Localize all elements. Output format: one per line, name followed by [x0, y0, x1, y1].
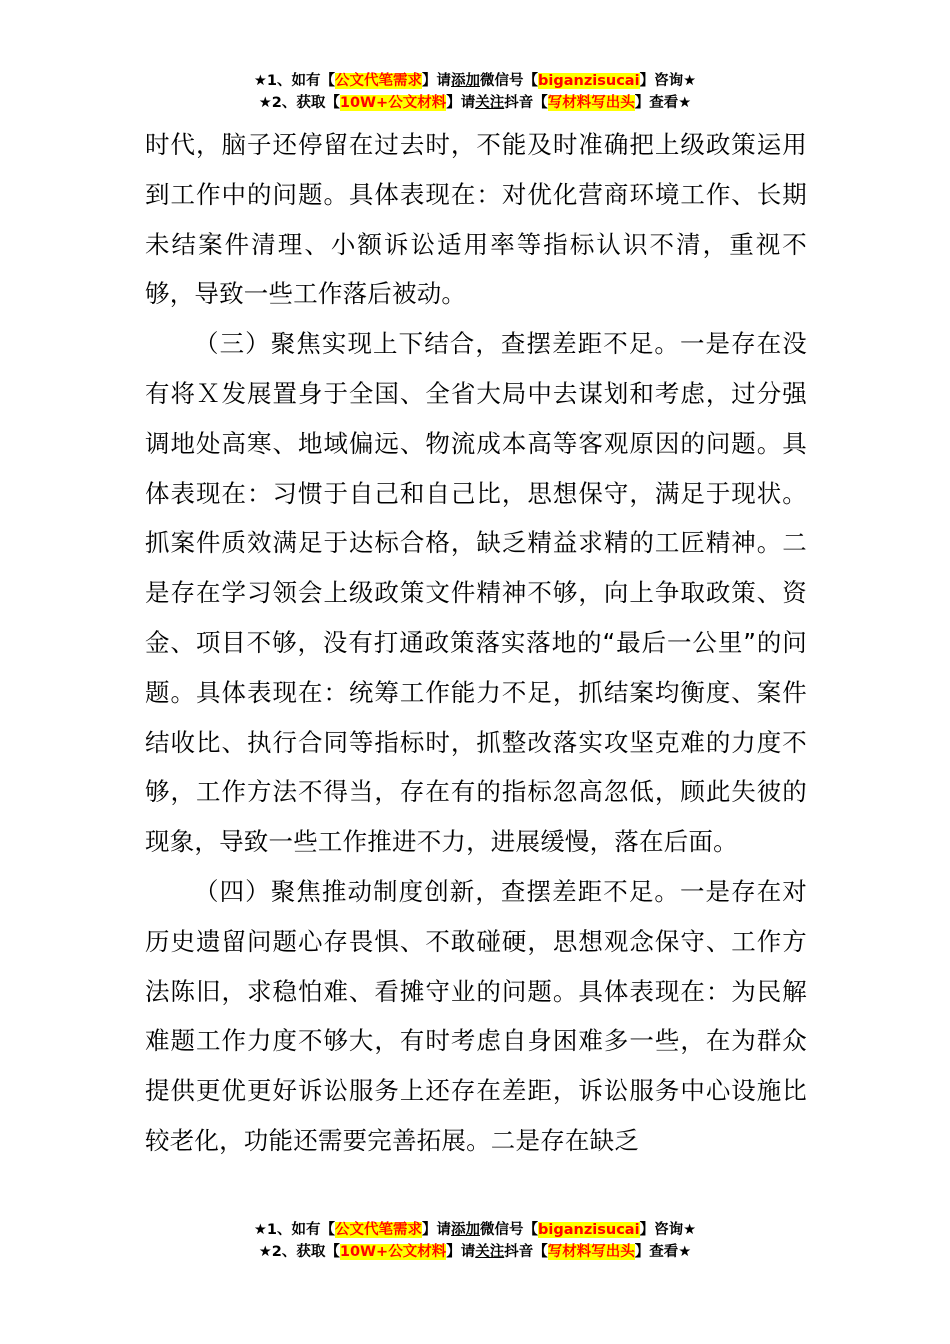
document-body: [145, 120, 807, 1166]
banner-highlight: 10W+公文材料: [339, 95, 447, 111]
banner-text: 】请: [446, 1244, 476, 1260]
banner-text: 】请: [422, 73, 452, 89]
banner-text: 】请: [446, 95, 476, 111]
footer-banner: [0, 1219, 950, 1263]
banner-text: 微信号【: [480, 73, 539, 89]
banner-line-1: [0, 70, 950, 92]
paragraph-section-4: （四）聚焦推动制度创新，查摆差距不足。一是存在对历史遗留问题心存畏惧、不敢碰硬，思想观念保守、工作方法陈旧，求稳怕难、看摊守业的问题。具体表现在：为民解难题工作力度不够大，有时考虑自身困难多一些，在为群众提供更优更好诉讼服务上还存在差距，诉讼服务中心设施比较老化，功能还需要完善拓展。二是存在缺乏: [145, 876, 807, 1155]
banner-highlight: 写材料写出头: [547, 95, 635, 111]
banner-underline: 关注: [475, 95, 505, 111]
paragraph-section-3: （三）聚焦实现上下结合，查摆差距不足。一是存在没有将Ｘ发展置身于全国、全省大局中去谋划和考虑，过分强调地处高寒、地域偏远、物流成本高等客观原因的问题。具体表现在：习惯于自己和自己比，思想保守，满足于现状。抓案件质效满足于达标合格，缺乏精益求精的工匠精神。二是存在学习领会上级政策文件精神不够，向上争取政策、资金、项目不够，没有打通政策落实落地的“最后一公里”的问题。具体表现在：统筹工作能力不足，抓结案均衡度、案件结收比、执行合同等指标时，抓整改落实攻坚克难的力度不够，工作方法不得当，存在有的指标忽高忽低，顾此失彼的现象，导致一些工作推进不力，进展缓慢，落在后面。: [145, 329, 807, 857]
banner-underline: 添加: [451, 1222, 481, 1238]
banner-line-1: [0, 1219, 950, 1241]
banner-highlight: biganzisucai: [538, 1222, 640, 1238]
banner-text: 】咨询★: [639, 1222, 697, 1238]
banner-text: 微信号【: [480, 1222, 539, 1238]
banner-text: ★2、获取【: [258, 1244, 340, 1260]
banner-text: ★2、获取【: [258, 95, 340, 111]
banner-text: 抖音【: [504, 1244, 548, 1260]
banner-text: 抖音【: [504, 95, 548, 111]
banner-highlight: biganzisucai: [538, 73, 640, 89]
banner-text: 】咨询★: [639, 73, 697, 89]
banner-line-2: [0, 1241, 950, 1263]
header-banner: [0, 70, 950, 114]
banner-text: ★1、如有【: [253, 73, 336, 89]
banner-text: 】请: [422, 1222, 452, 1238]
banner-highlight: 公文代笔需求: [335, 73, 423, 89]
banner-underline: 关注: [475, 1244, 505, 1260]
banner-text: ★1、如有【: [253, 1222, 336, 1238]
banner-text: 】查看★: [634, 95, 692, 111]
banner-highlight: 公文代笔需求: [335, 1222, 423, 1238]
banner-text: 】查看★: [634, 1244, 692, 1260]
banner-highlight: 写材料写出头: [547, 1244, 635, 1260]
banner-highlight: 10W+公文材料: [339, 1244, 447, 1260]
banner-line-2: [0, 92, 950, 114]
banner-underline: 添加: [451, 73, 481, 89]
paragraph-continuation: 时代，脑子还停留在过去时，不能及时准确把上级政策运用到工作中的问题。具体表现在：对优化营商环境工作、长期未结案件清理、小额诉讼适用率等指标认识不清，重视不够，导致一些工作落后被动。: [145, 130, 807, 309]
